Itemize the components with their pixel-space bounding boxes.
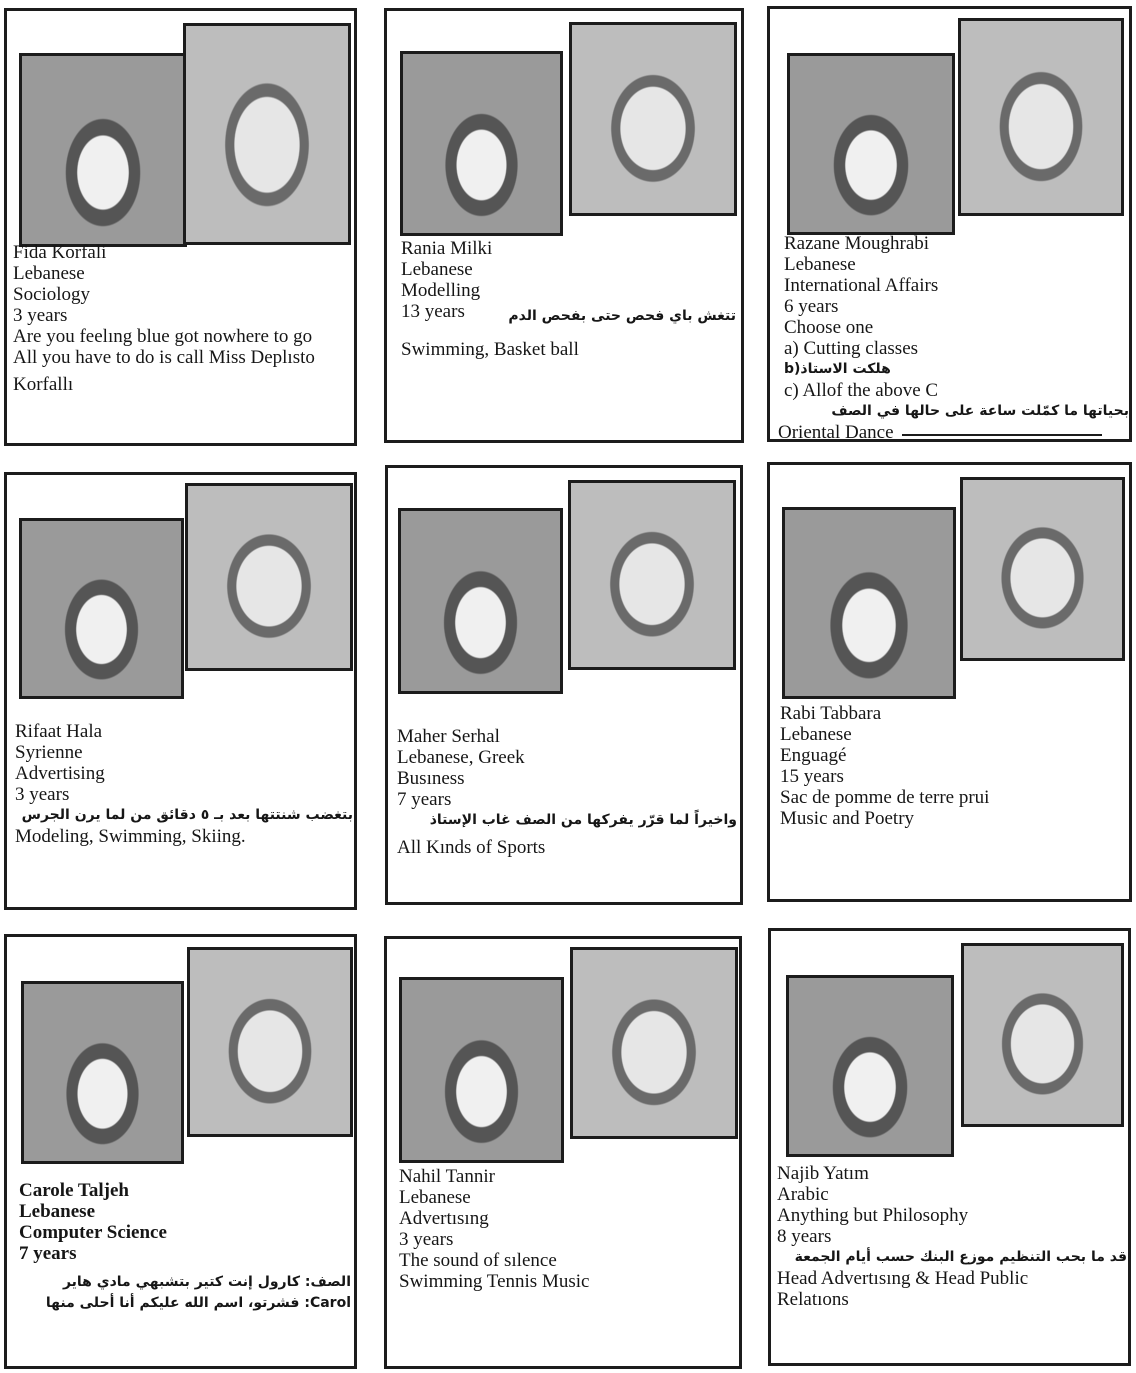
profile-option-b: b)هلكت الاستاذ xyxy=(784,361,891,377)
childhood-photo xyxy=(569,22,737,216)
profile-text xyxy=(777,1163,1127,1310)
profile-text xyxy=(15,721,353,847)
profile-arabic-quote: واخيراً لما قرّر يفركها من الصف غاب الإستاذ xyxy=(429,812,737,828)
profile-quote-line: Head Advertısıng & Head Public xyxy=(777,1268,1029,1289)
profile-field: Advertısıng xyxy=(399,1208,489,1229)
profile-nationality: Lebanese xyxy=(780,724,852,745)
graduation-photo xyxy=(782,507,956,699)
graduation-photo xyxy=(398,508,563,694)
childhood-photo xyxy=(570,947,738,1139)
profile-name: Razane Moughrabi xyxy=(784,233,930,254)
profile-hobby: All Kınds of Sports xyxy=(397,837,546,858)
profile-field: Advertising xyxy=(15,763,105,784)
profile-nationality: Lebanese, Greek xyxy=(397,747,525,768)
graduation-photo xyxy=(21,981,184,1164)
profile-years: 3 years xyxy=(13,305,68,326)
profile-card-rifaat-hala xyxy=(4,472,357,910)
childhood-photo xyxy=(961,943,1124,1127)
profile-years: 13 years xyxy=(401,301,465,322)
profile-text xyxy=(399,1166,734,1292)
profile-card-rania-milki xyxy=(384,8,744,443)
profile-quote-line: Korfallı xyxy=(13,374,74,395)
profile-text xyxy=(401,238,736,360)
profile-years: 7 years xyxy=(397,789,452,810)
profile-nationality: Lebanese xyxy=(19,1201,95,1222)
profile-hobby: Modeling, Swimming, Skiing. xyxy=(15,826,246,847)
profile-card-carole-taljeh xyxy=(4,934,357,1369)
profile-nationality: Syrienne xyxy=(15,742,83,763)
profile-hobby: Oriental Dance xyxy=(778,422,894,443)
profile-quote-line: All you have to do is call Miss Deplısto xyxy=(13,347,315,368)
profile-text xyxy=(780,703,1125,829)
profile-text xyxy=(13,242,315,395)
underline-divider xyxy=(902,434,1102,436)
childhood-photo xyxy=(187,947,353,1137)
profile-years: 8 years xyxy=(777,1226,832,1247)
childhood-photo xyxy=(568,480,736,670)
profile-card-najib-yatim xyxy=(768,928,1131,1366)
profile-field: International Affairs xyxy=(784,275,939,296)
profile-arabic-quote: تتغش باي فحص حتى بفحص الدم xyxy=(508,308,736,324)
graduation-photo xyxy=(786,975,954,1157)
profile-name: Najib Yatım xyxy=(777,1163,869,1184)
profile-nationality: Lebanese xyxy=(401,259,473,280)
profile-card-rabi-tabbara xyxy=(767,462,1132,902)
profile-option-c: c) Allof the above C xyxy=(784,380,939,401)
profile-name: Maher Serhal xyxy=(397,726,500,747)
profile-question: Choose one xyxy=(784,317,874,338)
profile-name: Rabi Tabbara xyxy=(780,703,882,724)
profile-nationality: Lebanese xyxy=(399,1187,471,1208)
profile-quote-line: Are you feelıng blue got nowhere to go xyxy=(13,326,313,347)
profile-card-maher-serhal xyxy=(385,465,743,905)
profile-card-fida-korfali xyxy=(4,8,357,446)
profile-text xyxy=(397,726,737,858)
profile-quote-line: Sac de pomme de terre prui xyxy=(780,787,990,808)
profile-arabic-quote: الصف: كارول إنت كتير بتشبهي مادي هاير xyxy=(62,1274,351,1290)
profile-name: Rania Milki xyxy=(401,238,493,259)
childhood-photo xyxy=(185,483,353,671)
childhood-photo xyxy=(183,23,351,245)
profile-text xyxy=(19,1180,351,1314)
profile-name: Rifaat Hala xyxy=(15,721,103,742)
profile-quote-line: The sound of sılence xyxy=(399,1250,557,1271)
profile-years: 6 years xyxy=(784,296,839,317)
profile-field: Modelling xyxy=(401,280,481,301)
profile-field: Enguagé xyxy=(780,745,847,766)
profile-card-razane-moughrabi xyxy=(767,6,1132,442)
graduation-photo xyxy=(400,51,563,236)
profile-arabic-quote: بحياتها ما كمّلت ساعة على حالها في الصف xyxy=(831,403,1129,419)
profile-years: 3 years xyxy=(399,1229,454,1250)
profile-arabic-quote: Carol: فشرتو، اسم الله عليكم أنا أحلى منها xyxy=(45,1295,351,1311)
profile-hobby: Swimming, Basket ball xyxy=(401,339,579,360)
profile-text xyxy=(778,233,1129,443)
graduation-photo xyxy=(19,518,184,699)
profile-hobby: Swimming Tennis Music xyxy=(399,1271,590,1292)
profile-field: Anything but Philosophy xyxy=(777,1205,969,1226)
childhood-photo xyxy=(960,477,1125,661)
profile-years: 15 years xyxy=(780,766,844,787)
profile-field: Sociology xyxy=(13,284,91,305)
profile-field: Computer Science xyxy=(19,1222,167,1243)
graduation-photo xyxy=(787,53,955,235)
profile-years: 7 years xyxy=(19,1243,77,1264)
profile-nationality: Arabic xyxy=(777,1184,829,1205)
graduation-photo xyxy=(399,977,564,1163)
profile-arabic-quote: قد ما بحب التنظيم موزع البنك حسب أيام الجمعة xyxy=(794,1249,1127,1265)
profile-nationality: Lebanese xyxy=(784,254,856,275)
profile-arabic-quote: بتغضب شنتتها بعد بـ ٥ دقائق من لما يرن الجرس xyxy=(21,807,353,823)
profile-card-nahil-tannir xyxy=(384,936,742,1369)
graduation-photo xyxy=(19,53,187,247)
childhood-photo xyxy=(958,18,1124,216)
profile-field: Busıness xyxy=(397,768,465,789)
profile-name: Fida Korfali xyxy=(13,242,107,263)
profile-option-a: a) Cutting classes xyxy=(784,338,919,359)
profile-quote-line: Relatıons xyxy=(777,1289,849,1310)
profile-years: 3 years xyxy=(15,784,70,805)
profile-nationality: Lebanese xyxy=(13,263,85,284)
profile-hobby: Music and Poetry xyxy=(780,808,915,829)
profile-name: Carole Taljeh xyxy=(19,1180,129,1201)
profile-name: Nahil Tannir xyxy=(399,1166,495,1187)
